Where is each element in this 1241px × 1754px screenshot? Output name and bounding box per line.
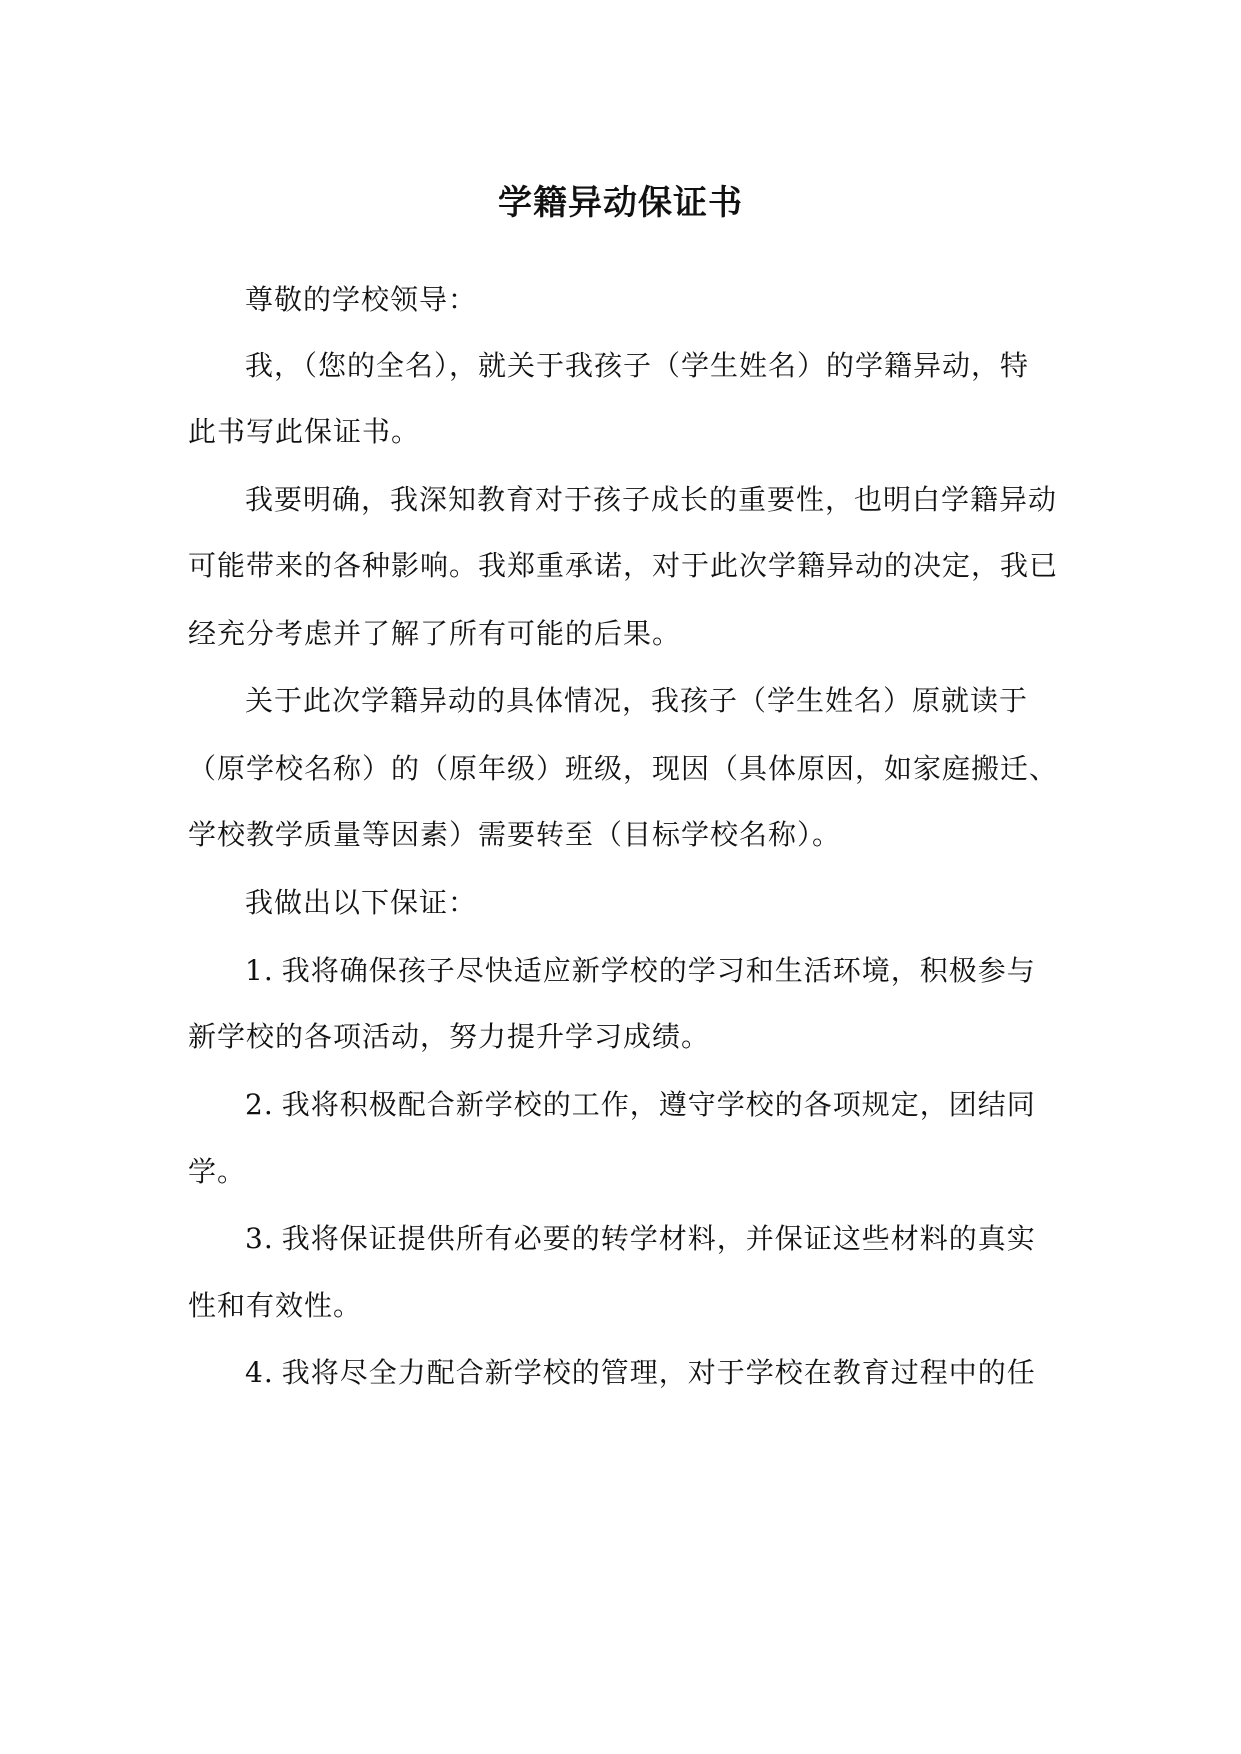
paragraph-line: 我，（您的全名），就关于我孩子（学生姓名）的学籍异动，特 <box>245 349 1030 382</box>
list-item <box>245 951 1036 991</box>
salutation: 尊敬的学校领导： <box>245 283 478 316</box>
paragraph-line: （原学校名称）的（原年级）班级，现因（具体原因，如家庭搬迁、 <box>188 752 1059 785</box>
list-item-number: 2. <box>245 1088 274 1121</box>
list-item-number: 4. <box>245 1356 274 1389</box>
paragraph-line: 学校教学质量等因素）需要转至（目标学校名称）。 <box>188 818 842 851</box>
paragraph-line: 关于此次学籍异动的具体情况，我孩子（学生姓名）原就读于 <box>245 684 1029 717</box>
list-item-number: 3. <box>245 1222 274 1255</box>
document-title: 学籍异动保证书 <box>498 183 743 223</box>
paragraph-line: 经充分考虑并了解了所有可能的后果。 <box>188 617 682 650</box>
paragraph-line: 我做出以下保证： <box>245 886 478 919</box>
list-item-line: 性和有效性。 <box>188 1289 363 1322</box>
list-item-line: 新学校的各项活动，努力提升学习成绩。 <box>188 1020 711 1053</box>
paragraph-line: 我要明确，我深知教育对于孩子成长的重要性，也明白学籍异动 <box>245 483 1058 516</box>
list-item-number: 1. <box>245 954 274 987</box>
list-item-text: 我将积极配合新学校的工作，遵守学校的各项规定，团结同 <box>281 1088 1036 1121</box>
list-item-text: 我将保证提供所有必要的转学材料，并保证这些材料的真实 <box>281 1222 1036 1255</box>
list-item-text: 我将尽全力配合新学校的管理，对于学校在教育过程中的任 <box>281 1356 1036 1389</box>
list-item <box>245 1219 1036 1259</box>
list-item-line: 学。 <box>188 1155 247 1188</box>
paragraph-line: 此书写此保证书。 <box>188 415 421 448</box>
list-item-text: 我将确保孩子尽快适应新学校的学习和生活环境，积极参与 <box>281 954 1036 987</box>
paragraph-line: 可能带来的各种影响。我郑重承诺，对于此次学籍异动的决定，我已 <box>188 549 1059 582</box>
list-item <box>245 1085 1036 1125</box>
list-item <box>245 1353 1036 1393</box>
